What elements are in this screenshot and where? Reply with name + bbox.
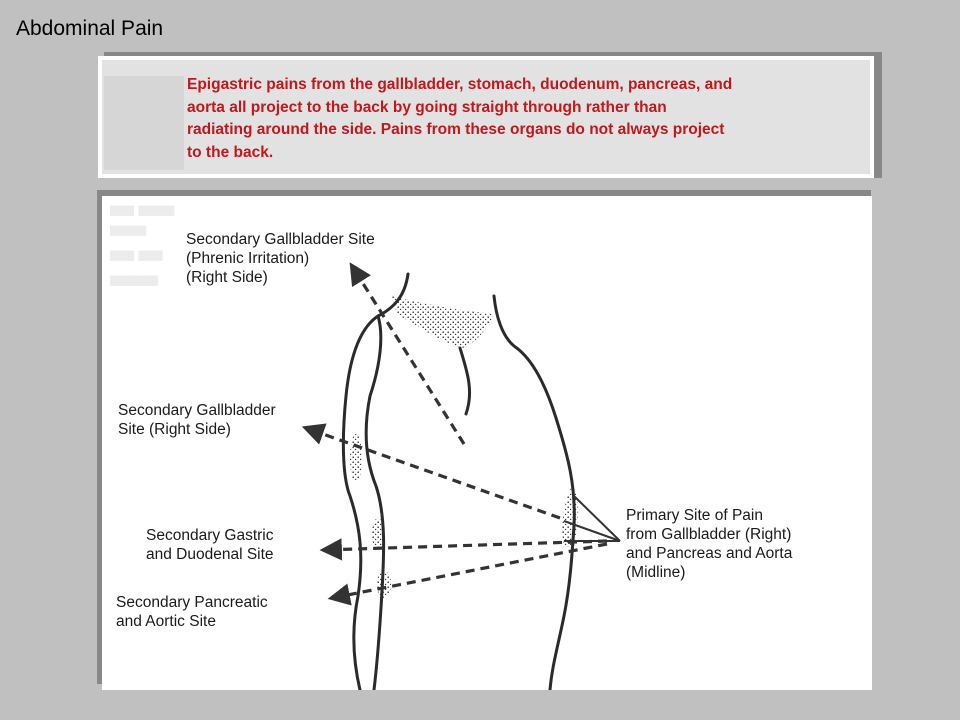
callout-text (187, 74, 859, 164)
label-line: (Phrenic Irritation) (186, 250, 310, 267)
label-primary-site (626, 506, 792, 582)
figure-panel: ▀▀ ▀▀▀ ▀▀▀ ▀▀ ▀▀ ▀▀▀▀ Secondary Gallbladder Site (Phrenic Irritation) (Right Side) Secondary Gallbladder Site (Right Side) Secondary Gastric and Duodenal Site Secondary Pancreatic and Aortic Site Primary Site of Pain from Gallbladder (Right) and Pancreas and Aorta (Midline) (102, 196, 872, 690)
shoulder-contour (494, 296, 574, 690)
torso-front-contour (366, 316, 384, 690)
label-right-side-site (118, 401, 276, 439)
label-phrenic-site (186, 230, 375, 287)
callout-line: aorta all project to the back by going straight through rather than (187, 98, 667, 116)
label-line: and Duodenal Site (146, 546, 274, 563)
label-line: Primary Site of Pain (626, 507, 763, 524)
line-to-pancreatic-site (332, 544, 607, 598)
primary-site-stipple-area (562, 486, 578, 547)
shoulder-stipple-area (392, 296, 494, 348)
label-gastric-site (146, 526, 274, 564)
label-line: Secondary Gallbladder Site (186, 231, 375, 248)
label-pancreatic-site (116, 593, 268, 631)
callout-tab (104, 76, 184, 170)
label-line: and Aortic Site (116, 613, 216, 630)
label-line: and Pancreas and Aorta (626, 545, 793, 562)
label-line: (Right Side) (186, 269, 268, 286)
callout-line: Epigastric pains from the gallbladder, stomach, duodenum, pancreas, and (187, 76, 733, 93)
label-line: Site (Right Side) (118, 421, 231, 438)
primary-leader-1 (574, 496, 620, 541)
right-side-stipple-area (350, 434, 362, 482)
label-line: (Midline) (626, 564, 686, 581)
arm-contour (460, 348, 470, 414)
callout-line: to the back. (187, 143, 274, 161)
slide-title: Abdominal Pain (16, 17, 164, 40)
label-line: Secondary Pancreatic (116, 594, 268, 611)
label-line: from Gallbladder (Right) (626, 526, 792, 543)
label-line: Secondary Gallbladder (118, 402, 276, 419)
callout-line: radiating around the side. Pains from these organs do not always project (187, 121, 725, 138)
line-to-phrenic-site (352, 266, 464, 444)
label-line: Secondary Gastric (146, 527, 274, 544)
